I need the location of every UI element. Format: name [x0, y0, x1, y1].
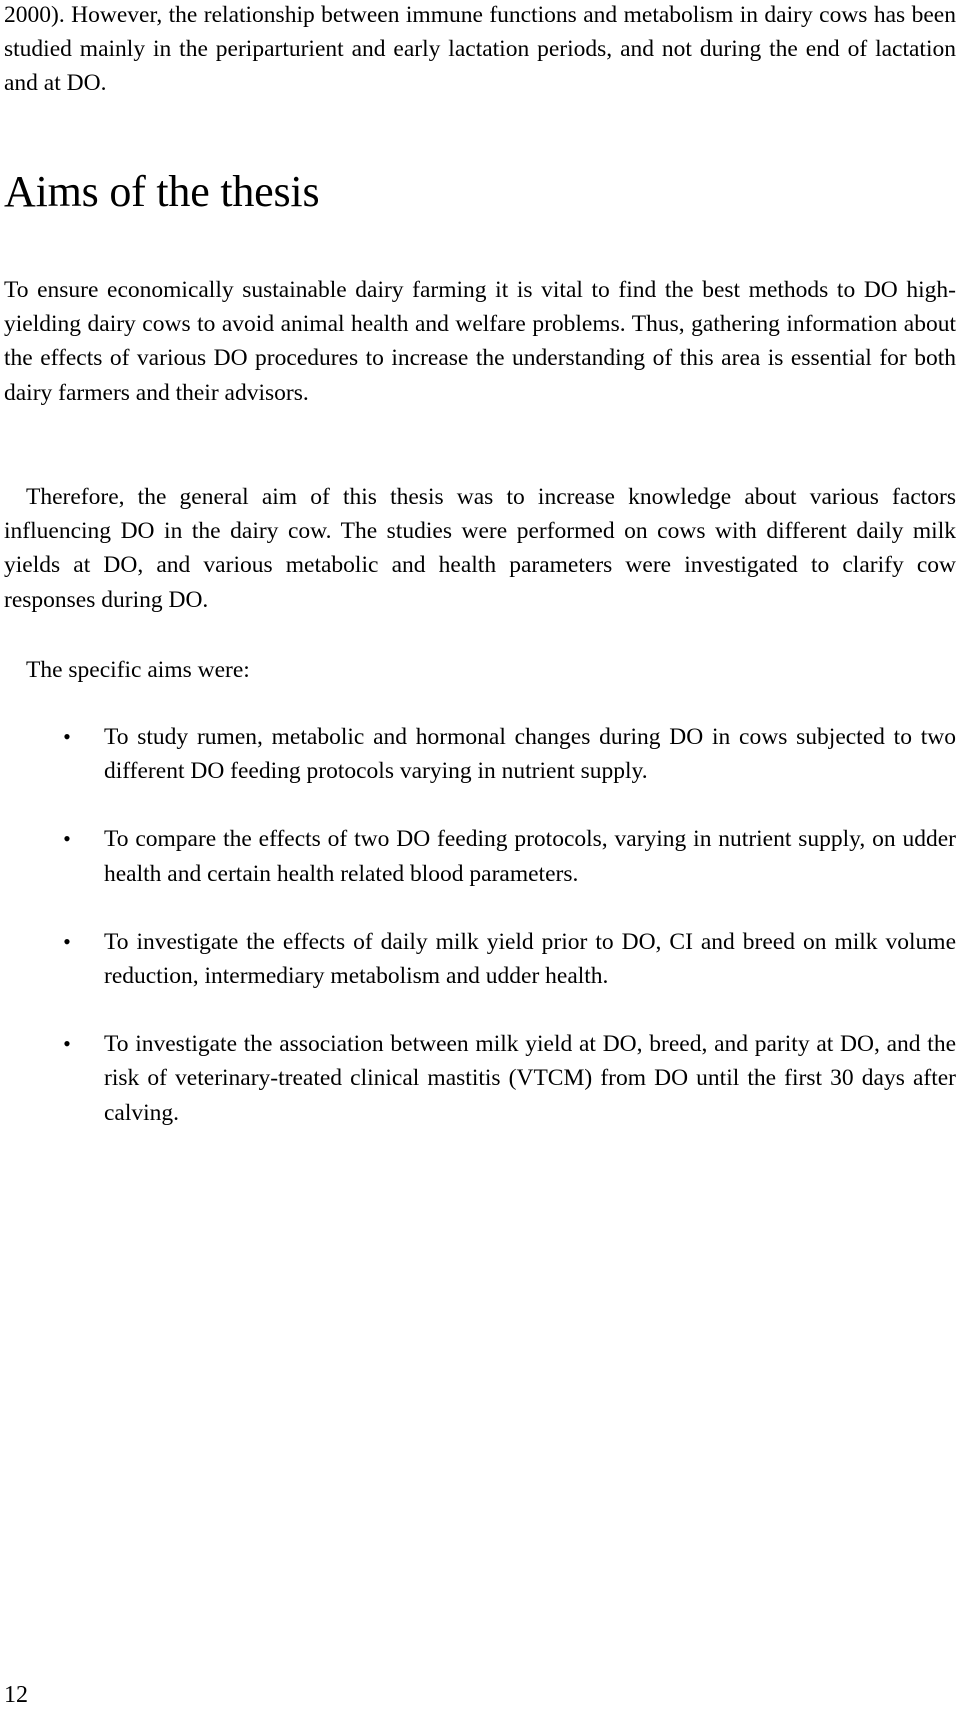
- aim-item-3: [4, 925, 956, 993]
- body-paragraph-2: Therefore, the general aim of this thesis was to increase knowledge about various factors influencing DO in the dairy cow. The studies were performed on cows with different daily milk yields at DO, and various metabolic and health parameters were investigated to clarify cow responses during DO.: [4, 484, 956, 613]
- aim-item-4: [4, 1027, 956, 1130]
- body-paragraph-1: To ensure economically sustainable dairy farming it is vital to find the best methods to DO high-yielding dairy cows to avoid animal health and welfare problems. Thus, gathering information about the effects of various DO procedures to increase the understanding of this area is essential for both dairy farmers and their advisors.: [4, 277, 956, 406]
- aims-intro: The specific aims were:: [26, 657, 250, 683]
- bullet-icon: •: [63, 724, 71, 749]
- section-heading: Aims of the thesis: [4, 167, 320, 216]
- aim-item-2: [4, 822, 956, 890]
- aim-text: To investigate the effects of daily milk yield prior to DO, CI and breed on milk volume reduction, intermediary metabolism and udder health.: [104, 928, 956, 990]
- aims-list: [4, 720, 956, 1164]
- aim-text: To investigate the association between milk yield at DO, breed, and parity at DO, and the risk of veterinary-treated clinical mastitis (VTCM) from DO until the first 30 days after calving.: [104, 1031, 956, 1126]
- page-number: 12: [4, 1682, 28, 1708]
- bullet-icon: •: [63, 826, 71, 852]
- continuation-paragraph: 2000). However, the relationship between immune functions and metabolism in dairy cows has been studied mainly in the periparturient and early lactation periods, and not during the end of lactation and at DO.: [4, 2, 956, 97]
- bullet-icon: •: [63, 1031, 71, 1057]
- aim-item-1: [4, 720, 956, 788]
- aim-text: To compare the effects of two DO feeding protocols, varying in nutrient supply, on udder health and certain health related blood parameters.: [104, 826, 956, 887]
- aim-text: To study rumen, metabolic and hormonal changes during DO in cows subjected to two different DO feeding protocols varying in nutrient supply.: [104, 724, 956, 785]
- bullet-icon: •: [63, 928, 71, 954]
